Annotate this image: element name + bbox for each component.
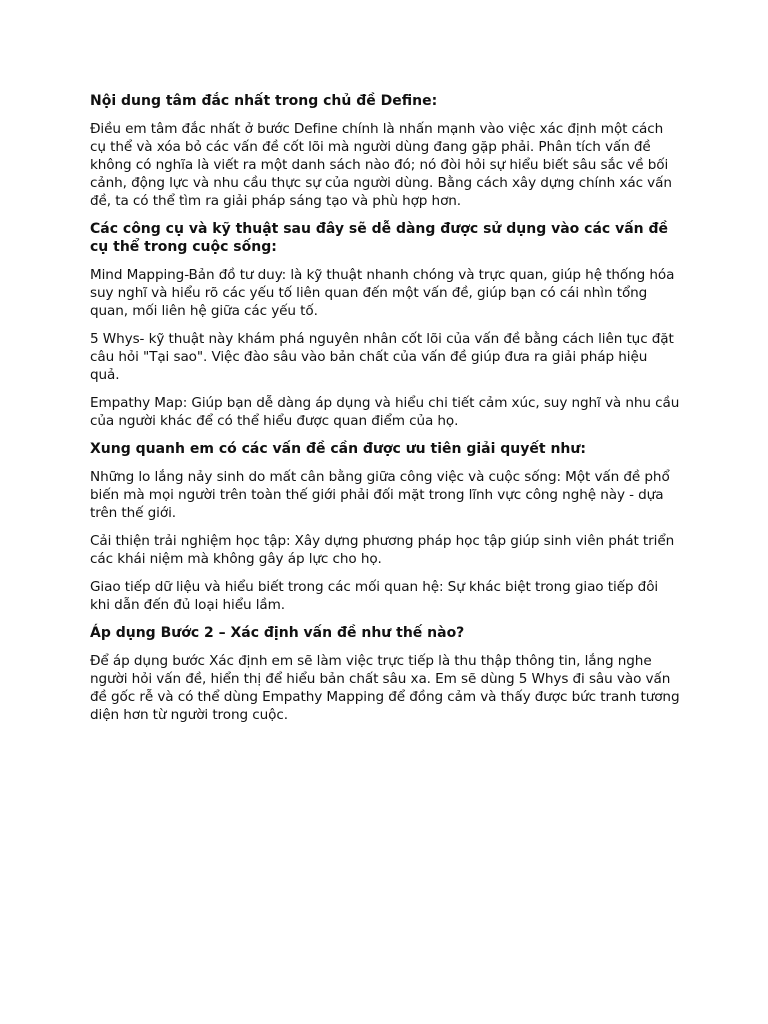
- paragraph-empathy-map: Empathy Map: Giúp bạn dễ dàng áp dụng và hiểu chi tiết cảm xúc, suy nghĩ và nhu cầu của người khác để có thể hiểu được quan điểm của họ.: [90, 395, 680, 429]
- paragraph-learning-experience: Cải thiện trải nghiệm học tập: Xây dựng phương pháp học tập giúp sinh viên phát triển các khái niệm mà không gây áp lực cho họ.: [90, 533, 675, 567]
- paragraph-define-takeaway: Điều em tâm đắc nhất ở bước Define chính là nhấn mạnh vào việc xác định một cách cụ thể và xóa bỏ các vấn đề cốt lõi mà người dùng đang gặp phải. Phân tích vấn đề không có nghĩa là viết ra một danh sách nào đó; nó đòi hỏi sự hiểu biết sâu sắc về bối cảnh, động lực và nhu cầu thực sự của người dùng. Bằng cách xây dựng chính xác vấn đề, ta có thể tìm ra giải pháp sáng tạo và phù hợp hơn.: [90, 121, 672, 209]
- paragraph-communication: Giao tiếp dữ liệu và hiểu biết trong các mối quan hệ: Sự khác biệt trong giao tiếp đôi khi dẫn đến đủ loại hiểu lầm.: [90, 579, 659, 613]
- heading-define-takeaway: Nội dung tâm đắc nhất trong chủ đề Define:: [90, 93, 438, 109]
- document-page: [90, 92, 680, 734]
- paragraph-5-whys: 5 Whys- kỹ thuật này khám phá nguyên nhân cốt lõi của vấn đề bằng cách liên tục đặt câu hỏi "Tại sao". Việc đào sâu vào bản chất của vấn đề giúp đưa ra giải pháp hiệu quả.: [90, 331, 674, 383]
- heading-tools-techniques: Các công cụ và kỹ thuật sau đây sẽ dễ dàng được sử dụng vào các vấn đề cụ thể trong cuộc sống:: [90, 221, 669, 255]
- heading-apply-step-2: Áp dụng Bước 2 – Xác định vấn đề như thế nào?: [90, 625, 465, 641]
- heading-priority-problems: Xung quanh em có các vấn đề cần được ưu tiên giải quyết như:: [90, 441, 586, 457]
- paragraph-mind-mapping: Mind Mapping-Bản đồ tư duy: là kỹ thuật nhanh chóng và trực quan, giúp hệ thống hóa suy nghĩ và hiểu rõ các yếu tố liên quan đến một vấn đề, giúp bạn có cái nhìn tổng quan, mối liên hệ giữa các yếu tố.: [90, 267, 675, 319]
- paragraph-work-life-balance: Những lo lắng nảy sinh do mất cân bằng giữa công việc và cuộc sống: Một vấn đề phổ biến mà mọi người trên toàn thế giới phải đối mặt trong lĩnh vực công nghệ này - dựa trên thế giới.: [90, 469, 670, 521]
- paragraph-apply-step-2: Để áp dụng bước Xác định em sẽ làm việc trực tiếp là thu thập thông tin, lắng nghe người hỏi vấn đề, hiển thị để hiểu bản chất sâu xa. Em sẽ dùng 5 Whys đi sâu vào vấn đề gốc rễ và có thể dùng Empathy Mapping để đồng cảm và thấy được bức tranh tương diện hơn từ người trong cuộc.: [90, 653, 680, 723]
